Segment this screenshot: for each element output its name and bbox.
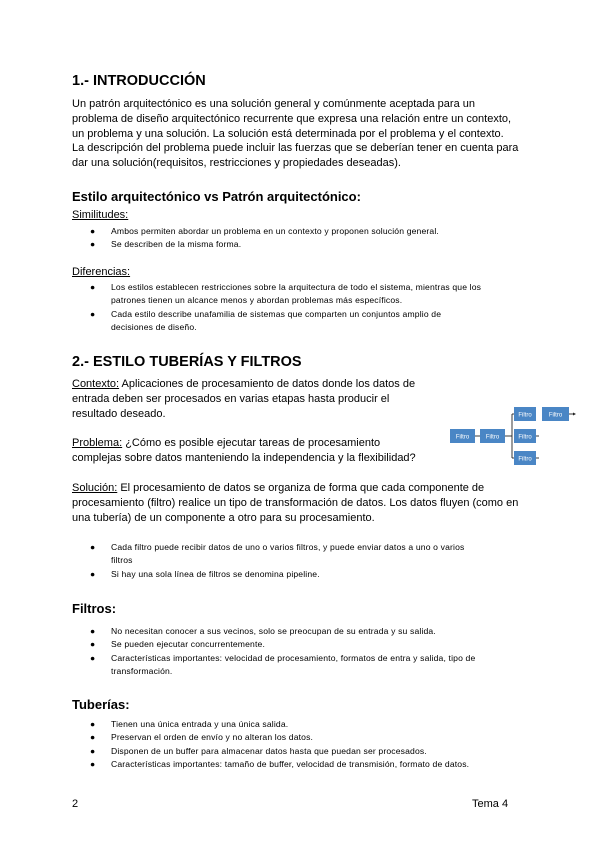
solucion-list [72,541,542,581]
bullet-icon: ● [90,652,96,663]
bullet-icon: ● [90,758,96,769]
paragraph-line: La descripción del problema puede incluir las fuerzas que se deberían tener en cuenta para [72,142,519,155]
pipes-and-filters-diagram-tail [536,400,576,468]
list-item: ● Cada filtro puede recibir datos de uno o varios filtros, y puede enviar datos a uno o varios filtros [90,542,465,566]
bullet-icon: ● [90,639,96,650]
similitudes-label: Similitudes: [72,209,129,221]
list-item: ● Se pueden ejecutar concurrentemente. [72,638,542,651]
contexto-label: Contexto: [72,378,120,390]
list-item: ● Cada estilo describe unafamilia de sistemas que comparten un conjuntos amplio de decisiones de diseño. [90,308,442,332]
filter-label: Filtro [485,434,500,441]
section-1-paragraph [72,97,542,171]
list-item: ● Se describen de la misma forma. [72,238,542,251]
bullet-icon: ● [90,542,96,552]
filtros-list [72,625,542,678]
paragraph-line: un problema y una solución. La solución está determinada por el problema y el contexto. [72,127,504,140]
filter-label: Filtro [518,434,532,441]
bullet-icon: ● [90,568,96,579]
problema-paragraph: Problema: ¿Cómo es posible ejecutar tareas de procesamiento complejas sobre datos manteniendo la independencia y la flexibilidad? [72,437,416,464]
problema-label: Problema: [72,437,123,449]
solucion-paragraph: Solución: El procesamiento de datos se organiza de forma que cada componente de procesamiento (filtro) realice un tipo de transformación de datos. Los datos fluyen (como en una tubería) de un componente a otro para su procesamiento. [72,482,519,524]
filtros-heading: Filtros: [72,601,117,616]
paragraph-line: Un patrón arquitectónico es una solución general y comúnmente aceptada para un [72,98,475,110]
list-item: ● Los estilos establecen restricciones sobre la arquitectura de todo el sistema, mientras que los patrones tienen un alcance menos y abordan problemas más específicos. [90,282,482,306]
tuberias-list [72,718,542,771]
section-1-title: 1.- INTRODUCCIÓN [72,73,206,89]
contexto-paragraph: Contexto: Aplicaciones de procesamiento de datos donde los datos de entrada deben ser procesados en varias etapas hasta producir el resultado deseado. [72,378,416,420]
list-item: ● Tienen una única entrada y una única salida. [72,718,542,731]
arrow-head-icon [573,413,576,416]
similitudes-list [72,225,542,252]
paragraph-line: dar una solución(requisitos, restricciones y propiedades deseadas). [72,157,401,170]
page-number: 2 [72,798,79,810]
list-item: ● Ambos permiten abordar un problema en un contexto y proponen solución general. [72,225,542,238]
list-item: ● Disponen de un buffer para almacenar datos hasta que puedan ser procesados. [72,745,542,758]
bullet-icon: ● [90,719,96,729]
list-item: ● Características importantes: tamaño de buffer, velocidad de transmisión, formato de datos. [72,758,542,771]
footer-label: Tema 4 [472,798,509,810]
bullet-icon: ● [90,239,96,250]
tuberias-heading: Tuberías: [72,697,130,712]
filter-label: Filtro [548,412,563,419]
bullet-icon: ● [90,226,96,236]
paragraph-line: problema de diseño arquitectónico recurrente que expresa una relación entre un contexto, [72,112,512,125]
pipes-and-filters-diagram [440,400,540,468]
bullet-icon: ● [90,282,96,292]
list-item: ● Preservan el orden de envío y no alteran los datos. [72,731,542,744]
bullet-icon: ● [90,732,96,743]
filter-label: Filtro [455,434,470,441]
filter-label: Filtro [518,456,532,463]
list-item: ● No necesitan conocer a sus vecinos, solo se preocupan de su entrada y su salida. [72,625,542,638]
list-item: ● Características importantes: velocidad de procesamiento, formatos de entra y salida, tipo de transformación. [90,652,476,676]
bullet-icon: ● [90,308,96,319]
diferencias-label: Diferencias: [72,266,131,278]
solucion-label: Solución: [72,482,118,494]
section-2-title: 2.- ESTILO TUBERÍAS Y FILTROS [72,354,302,370]
estilo-vs-patron-heading: Estilo arquitectónico vs Patrón arquitectónico: [72,189,361,204]
bullet-icon: ● [90,626,96,636]
filter-label: Filtro [518,412,532,419]
bullet-icon: ● [90,745,96,756]
list-item: ● Si hay una sola línea de filtros se denomina pipeline. [72,568,542,581]
diferencias-list [72,281,542,334]
